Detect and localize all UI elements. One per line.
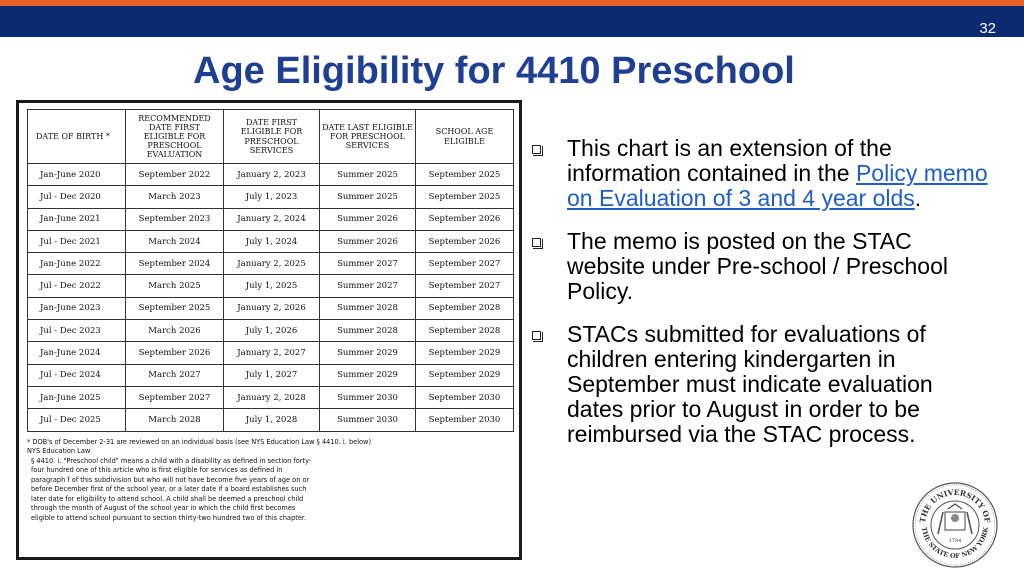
table-cell: July 1, 2026 (224, 320, 320, 342)
header-bar (0, 6, 1024, 37)
table-row (28, 253, 514, 275)
bullet-list (530, 136, 990, 465)
table-cell: September 2027 (416, 253, 514, 275)
table-cell: Summer 2030 (320, 409, 416, 431)
table-cell: September 2025 (416, 186, 514, 208)
table-header-row (28, 110, 514, 164)
table-cell: September 2027 (126, 386, 224, 408)
table-cell: September 2022 (126, 164, 224, 186)
table-cell: Jan-June 2021 (28, 208, 126, 230)
bullet-item (530, 322, 990, 447)
bullet-text: This chart is an extension of the information contained in the (567, 135, 892, 186)
table-cell: September 2029 (416, 364, 514, 386)
table-cell: September 2025 (416, 164, 514, 186)
policy-memo-link[interactable]: Policy memo on Evaluation of 3 and 4 year olds (567, 160, 988, 211)
table-row (28, 342, 514, 364)
table-row (28, 208, 514, 230)
table-row (28, 164, 514, 186)
table-cell: January 2, 2027 (224, 342, 320, 364)
table-cell: Summer 2028 (320, 297, 416, 319)
column-header: DATE FIRST ELIGIBLE FOR PRESCHOOL SERVICES (224, 110, 320, 164)
checkbox-bullet-icon (532, 331, 541, 340)
bullet-period: . (914, 185, 922, 211)
column-header: SCHOOL AGE ELIGIBLE (416, 110, 514, 164)
table-cell: September 2026 (416, 208, 514, 230)
dob-footnote: * DOB's of December 2-31 are reviewed on an individual basis (see NYS Education Law § 4410. i. below) (27, 437, 372, 446)
bullet-text: STACs submitted for evaluations of children entering kindergarten in September must indicate evaluation dates prior to August in order to be reimbursed via the STAC process. (567, 321, 933, 447)
table-cell: Jan-June 2025 (28, 386, 126, 408)
checkbox-bullet-icon (532, 145, 541, 154)
bullet-text: The memo is posted on the STAC website under Pre-school / Preschool Policy. (567, 228, 948, 304)
table-cell: September 2030 (416, 386, 514, 408)
bullet-item (530, 229, 990, 304)
table-cell: Jan-June 2023 (28, 297, 126, 319)
table-cell: September 2028 (416, 297, 514, 319)
table-cell: Summer 2027 (320, 275, 416, 297)
table-row (28, 409, 514, 431)
table-cell: September 2028 (416, 320, 514, 342)
table-cell: Summer 2029 (320, 342, 416, 364)
table-cell: Summer 2025 (320, 164, 416, 186)
table-cell: Summer 2030 (320, 386, 416, 408)
law-heading: NYS Education Law (27, 447, 91, 456)
table-cell: Summer 2027 (320, 253, 416, 275)
chart-footnotes (27, 438, 513, 524)
column-header: DATE LAST ELIGIBLE FOR PRESCHOOL SERVICES (320, 110, 416, 164)
table-cell: January 2, 2026 (224, 297, 320, 319)
table-cell: July 1, 2028 (224, 409, 320, 431)
eligibility-chart (27, 109, 513, 523)
table-cell: Jul - Dec 2020 (28, 186, 126, 208)
table-cell: Summer 2025 (320, 186, 416, 208)
table-cell: Summer 2028 (320, 320, 416, 342)
table-row (28, 186, 514, 208)
table-cell: Jul - Dec 2025 (28, 409, 126, 431)
table-cell: March 2028 (126, 409, 224, 431)
seal-year: 1784 (948, 538, 962, 544)
table-cell: September 2030 (416, 409, 514, 431)
table-cell: September 2023 (126, 208, 224, 230)
table-cell: January 2, 2023 (224, 164, 320, 186)
table-cell: Jul - Dec 2021 (28, 230, 126, 252)
table-cell: January 2, 2024 (224, 208, 320, 230)
table-cell: January 2, 2025 (224, 253, 320, 275)
table-cell: September 2024 (126, 253, 224, 275)
slide-number: 32 (979, 20, 996, 37)
table-row (28, 386, 514, 408)
table-cell: July 1, 2024 (224, 230, 320, 252)
table-cell: March 2024 (126, 230, 224, 252)
table-cell: Jan-June 2024 (28, 342, 126, 364)
seal-top-text: THE UNIVERSITY OF (918, 487, 992, 524)
table-cell: Summer 2026 (320, 230, 416, 252)
table-cell: Jul - Dec 2023 (28, 320, 126, 342)
table-cell: March 2026 (126, 320, 224, 342)
bullet-item (530, 136, 990, 211)
table-cell: March 2027 (126, 364, 224, 386)
column-header: DATE OF BIRTH * (28, 110, 126, 164)
table-cell: September 2027 (416, 275, 514, 297)
table-cell: Summer 2029 (320, 364, 416, 386)
page-title: Age Eligibility for 4410 Preschool (193, 50, 795, 92)
seal-sun-shape (951, 514, 959, 522)
table-cell: Jan-June 2020 (28, 164, 126, 186)
table-cell: March 2023 (126, 186, 224, 208)
table-body (28, 164, 514, 432)
table-cell: Summer 2026 (320, 208, 416, 230)
column-header: RECOMMENDED DATE FIRST ELIGIBLE FOR PRESCHOOL EVALUATION (126, 110, 224, 164)
table-cell: Jul - Dec 2022 (28, 275, 126, 297)
eligibility-chart-image (16, 100, 522, 560)
table-cell: September 2026 (126, 342, 224, 364)
table-cell: January 2, 2028 (224, 386, 320, 408)
table-cell: July 1, 2027 (224, 364, 320, 386)
law-text: § 4410. i. "Preschool child" means a child with a disability as defined in section forty-four hundred one of this article who is first eligible for services as defined in paragraph f of this subdivision but who will not have become five years of age on or before December first of the school year, or a later date if a board establishes such later date for eligibility to attend school. A child shall be deemed a preschool child through the month of August of the school year in which the child first becomes eligible to attend school pursuant to section thirty-two hundred two of this chapter. (31, 456, 312, 522)
table-cell: September 2026 (416, 230, 514, 252)
table-cell: Jul - Dec 2024 (28, 364, 126, 386)
table-row (28, 275, 514, 297)
university-seal-logo (912, 482, 998, 568)
table-cell: September 2025 (126, 297, 224, 319)
table-row (28, 320, 514, 342)
checkbox-bullet-icon (532, 238, 541, 247)
table-row (28, 230, 514, 252)
table-cell: July 1, 2023 (224, 186, 320, 208)
eligibility-table (27, 109, 514, 432)
table-cell: September 2029 (416, 342, 514, 364)
table-row (28, 297, 514, 319)
seal-bottom-text: THE STATE OF NEW YORK (920, 526, 991, 561)
table-cell: Jan-June 2022 (28, 253, 126, 275)
table-cell: July 1, 2025 (224, 275, 320, 297)
table-row (28, 364, 514, 386)
table-cell: March 2025 (126, 275, 224, 297)
